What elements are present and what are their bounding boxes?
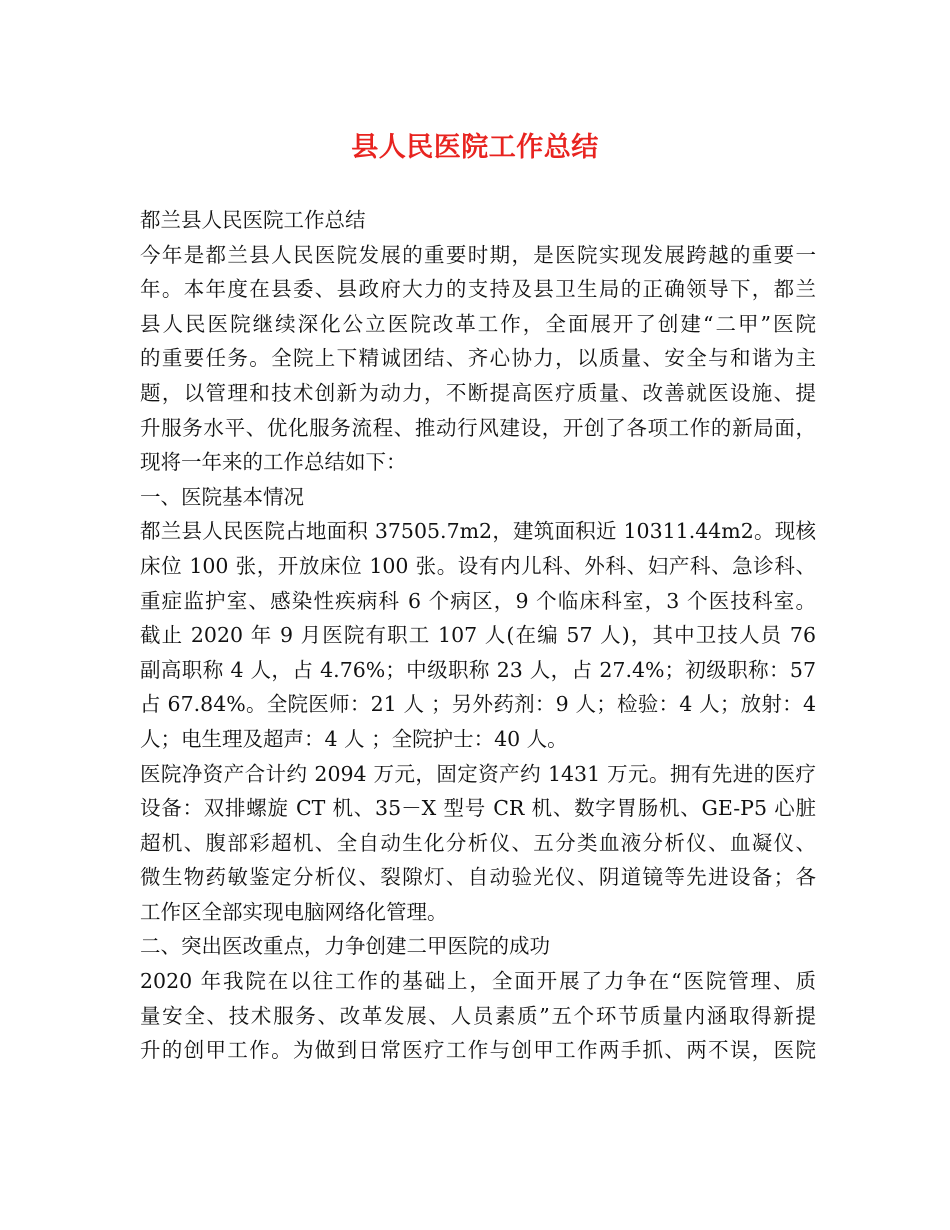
paragraph-line: 工作区全部实现电脑网络化管理。 <box>140 899 448 924</box>
paragraph-line: 二、突出医改重点，力争创建二甲医院的成功 <box>140 934 550 959</box>
paragraph-line: 医院净资产合计约 2094 万元，固定资产约 1431 万元。拥有先进的医疗 <box>140 761 816 786</box>
document-title: 县人民医院工作总结 <box>351 132 599 163</box>
paragraph-line: 人；电生理及超声：4 人 ；全院护士：40 人。 <box>140 726 568 751</box>
paragraph-line: 副高职称 4 人，占 4.76%；中级职称 23 人，占 27.4%；初级职称：57 <box>140 657 816 682</box>
paragraph-line: 题，以管理和技术创新为动力，不断提高医疗质量、改善就医设施、提 <box>140 380 816 405</box>
paragraph-line: 都兰县人民医院工作总结 <box>140 208 366 232</box>
paragraph-line: 现将一年来的工作总结如下： <box>140 450 407 475</box>
paragraph-line: 微生物药敏鉴定分析仪、裂隙灯、自动验光仪、阴道镜等先进设备；各 <box>140 865 816 890</box>
paragraph-line: 2020 年我院在以往工作的基础上，全面开展了力争在“医院管理、质 <box>140 969 816 994</box>
paragraph-line: 床位 100 张，开放床位 100 张。设有内儿科、外科、妇产科、急诊科、 <box>140 553 816 578</box>
paragraph-line: 量安全、技术服务、改革发展、人员素质”五个环节质量内涵取得新提 <box>140 1003 816 1028</box>
paragraph-line: 县人民医院继续深化公立医院改革工作，全面展开了创建“二甲”医院 <box>140 311 816 336</box>
paragraph-line: 升的创甲工作。为做到日常医疗工作与创甲工作两手抓、两不误，医院 <box>140 1038 816 1063</box>
paragraph-line: 超机、腹部彩超机、全自动生化分析仪、五分类血液分析仪、血凝仪、 <box>140 830 816 855</box>
paragraph-line: 重症监护室、感染性疾病科 6 个病区，9 个临床科室，3 个医技科室。 <box>140 588 816 613</box>
paragraph-line: 都兰县人民医院占地面积 37505.7m2，建筑面积近 10311.44m2。现核 <box>140 519 816 544</box>
paragraph-line: 占 67.84%。全院医师：21 人 ；另外药剂：9 人；检验：4 人；放射：4 <box>140 692 816 717</box>
paragraph-line: 一、医院基本情况 <box>140 484 304 509</box>
paragraph-line: 截止 2020 年 9 月医院有职工 107 人(在编 57 人)，其中卫技人员 76 <box>140 623 816 648</box>
paragraph-line: 今年是都兰县人民医院发展的重要时期，是医院实现发展跨越的重要一 <box>140 242 816 267</box>
paragraph-line: 年。本年度在县委、县政府大力的支持及县卫生局的正确领导下，都兰 <box>140 277 816 302</box>
document-body <box>140 203 816 1068</box>
paragraph-line: 设备：双排螺旋 CT 机、35－X 型号 CR 机、数字胃肠机、GE-P5 心脏 <box>140 796 816 821</box>
paragraph-line: 升服务水平、优化服务流程、推动行风建设，开创了各项工作的新局面， <box>140 415 816 440</box>
paragraph-line: 的重要任务。全院上下精诚团结、齐心协力，以质量、安全与和谐为主 <box>140 346 816 371</box>
